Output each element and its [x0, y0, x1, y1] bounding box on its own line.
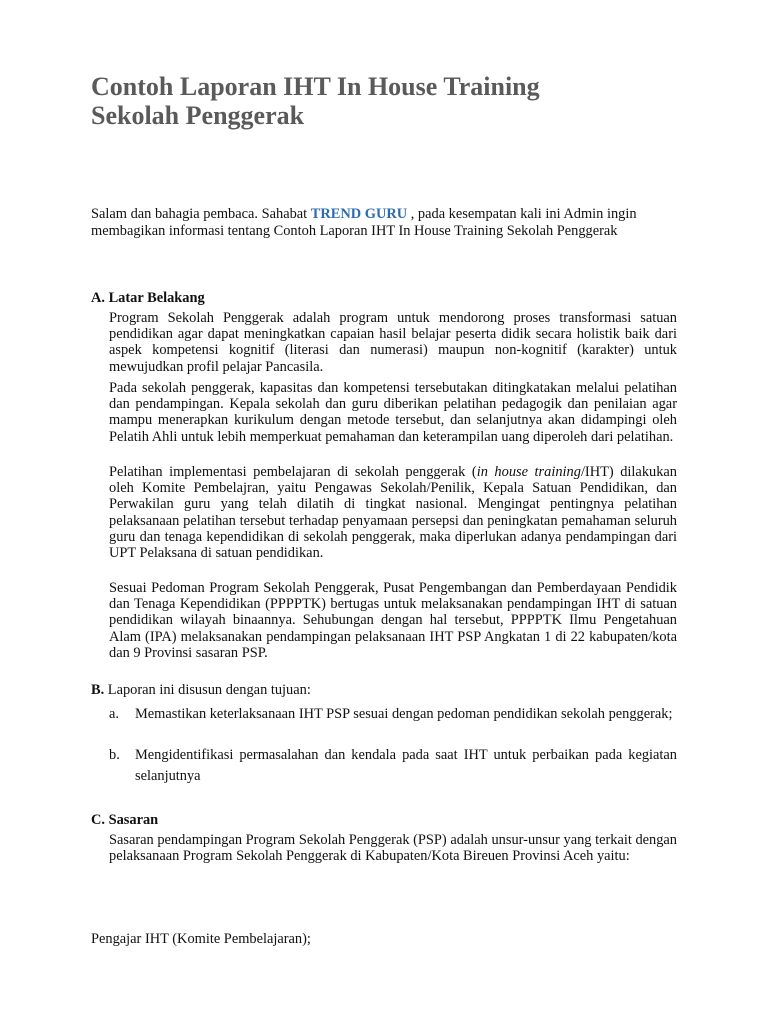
section-a-p3-before: Pelatihan implementasi pembelajaran di sekolah penggerak ( [109, 464, 477, 480]
section-b-line [91, 682, 311, 699]
section-a-paragraph-2: Pada sekolah penggerak, kapasitas dan kompetensi tersebutakan ditingkatakan melalui pelatihan dan pendampingan. Kepala sekolah dan guru diberikan pelatihan pedagogik dan penilaian agar mampu menerapkan kurikulum dengan metode tersebut, dan selanjutnya akan didampingi oleh Pelatih Ahli untuk lebih memperkuat pemahaman dan keterampilan uang diperoleh dari pelatihan. [109, 380, 677, 445]
page-title [91, 72, 691, 130]
list-item-text: Mengidentifikasi permasalahan dan kendala pada saat IHT untuk perbaikan pada kegiatan selanjutnya [135, 747, 677, 784]
title-line-1: Contoh Laporan IHT In House Training [91, 72, 540, 101]
section-a-paragraph-4: Sesuai Pedoman Program Sekolah Penggerak, Pusat Pengembangan dan Pemberdayaan Pendidik dan Tenaga Kependidikan (PPPPTK) bertugas untuk melaksanakan pendampingan IHT di satuan pendidikan wilayah binaannya. Sehubungan dengan hal tersebut, PPPPTK Ilmu Pengetahuan Alam (IPA) melaksanakan pendampingan pelaksanaan IHT PSP Angkatan 1 di 22 kabupaten/kota dan 9 Provinsi sasaran PSP. [109, 580, 677, 661]
section-a-paragraph-1: Program Sekolah Penggerak adalah program untuk mendorong proses transformasi satuan pendidikan agar dapat meningkatkan capaian hasil belajar peserta didik secara holistik baik dari aspek kompetensi kognitif (literasi dan numerasi) maupun non-kognitif (karakter) untuk mewujudkan profil pelajar Pancasila. [109, 310, 677, 375]
intro-text-before: Salam dan bahagia pembaca. Sahabat [91, 206, 311, 222]
section-c-heading: C. Sasaran [91, 812, 159, 828]
section-a-heading: A. Latar Belakang [91, 290, 205, 306]
section-a-p3-italic: in house training [476, 464, 581, 480]
list-item-marker: b. [109, 747, 120, 763]
section-a-p3-after: /IHT) dilakukan oleh Komite Pembelajran, yaitu Pengawas Sekolah/Penilik, Kepala Satuan Pendidikan, dan Perwakilan guru yang telah dilatih di tingkat nasional. Mengingat pentingnya pelatihan pelaksanaan pelatihan tersebut terhadap penyamaan persepsi dan peningkatan pemahaman seluruh guru dan tenaga kependidikan di sekolah penggerak, maka diperlukan adanya pendampingan dari UPT Pelaksana di satuan pendidikan. [109, 464, 677, 562]
intro-paragraph [91, 206, 691, 240]
section-c-paragraph-1: Sasaran pendampingan Program Sekolah Penggerak (PSP) adalah unsur-unsur yang terkait dengan pelaksanaan Program Sekolah Penggerak di Kabupaten/Kota Bireuen Provinsi Aceh yaitu: [109, 832, 678, 865]
list-item-marker: a. [109, 706, 119, 722]
intro-text-after: , pada kesempatan kali ini Admin ingin membagikan informasi tentang Contoh Laporan IHT In House Training Sekolah Penggerak [91, 206, 637, 239]
trend-guru-link[interactable]: TREND GURU [310, 206, 408, 222]
list-item [109, 704, 677, 725]
closing-line: Pengajar IHT (Komite Pembelajaran); [91, 931, 311, 947]
section-b-marker: B. [91, 682, 105, 698]
section-b-text: Laporan ini disusun dengan tujuan: [104, 682, 311, 698]
list-item [109, 745, 677, 787]
title-line-2: Sekolah Penggerak [91, 101, 305, 130]
list-item-text: Memastikan keterlaksanaan IHT PSP sesuai dengan pedoman pendidikan sekolah penggerak; [135, 706, 673, 722]
section-a-paragraph-3 [109, 464, 677, 561]
